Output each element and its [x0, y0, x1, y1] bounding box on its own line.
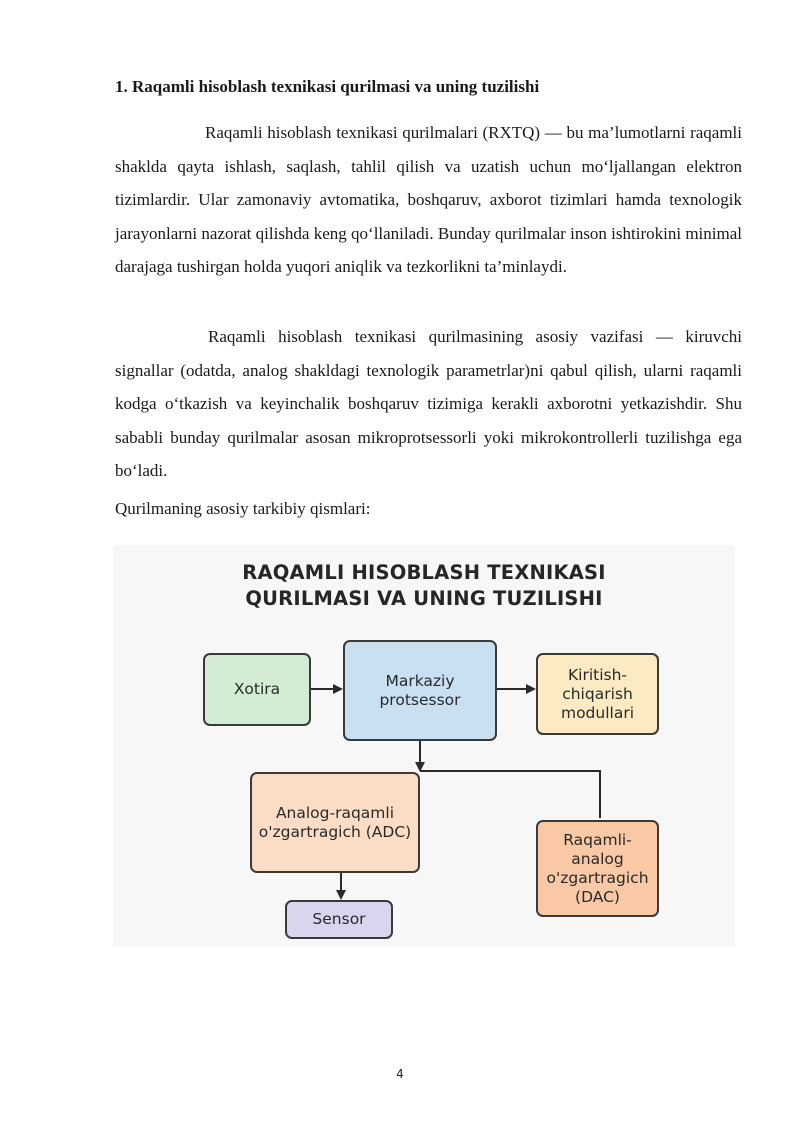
- line-bus-to-dac: [420, 771, 600, 818]
- paragraph-intro: Raqamli hisoblash texnikasi qurilmalari (RXTQ) — bu ma’lumotlarni raqamli shaklda qayta ishlash, saqlash, tahlil qilish va uzatish uchun mo‘ljallangan elektron tizimlardir. Ular zamonaviy avtomatika, boshqaruv, axborot tizimlari hamda texnologik jarayonlarni nazorat qilishda keng qo‘llaniladi. Bunday qurilmalar inson ishtirokini minimal darajaga tushirgan holda yuqori aniqlik va tezkorlikni ta’minlaydi.: [115, 123, 742, 276]
- dac-node: Raqamli-analog o'zgartragich (DAC): [536, 820, 659, 917]
- diagram-title-line2: QURILMASI VA UNING TUZILISHI: [245, 587, 603, 610]
- adc-node: Analog-raqamli o'zgartragich (ADC): [250, 772, 420, 873]
- paragraph-function: Raqamli hisoblash texnikasi qurilmasining asosiy vazifasi — kiruvchi signallar (odatda, analog shakldagi texnologik parametrlar)ni qabul qilish, ularni raqamli kodga o‘tkazish va keyinchalik boshqaruv tizimiga kerakli axborotni yetkazishdir. Shu sababli bunday qurilmalar asosan mikroprotsessorli yoki mikrokontrollerli tuzilishga ega bo‘ladi.: [115, 327, 742, 480]
- structure-diagram: [113, 545, 735, 947]
- diagram-title-line1: RAQAMLI HISOBLASH TEXNIKASI: [242, 561, 606, 584]
- page-number: 4: [396, 1067, 404, 1081]
- memory-node: Xotira: [203, 653, 311, 726]
- io-modules-node: Kiritish-chiqarish modullari: [536, 653, 659, 735]
- sensor-node: Sensor: [285, 900, 393, 939]
- section-heading: 1. Raqamli hisoblash texnikasi qurilmasi va uning tuzilishi: [115, 77, 540, 96]
- cpu-node: Markaziy protsessor: [343, 640, 497, 741]
- paragraph-components-lead: Qurilmaning asosiy tarkibiy qismlari:: [115, 499, 371, 518]
